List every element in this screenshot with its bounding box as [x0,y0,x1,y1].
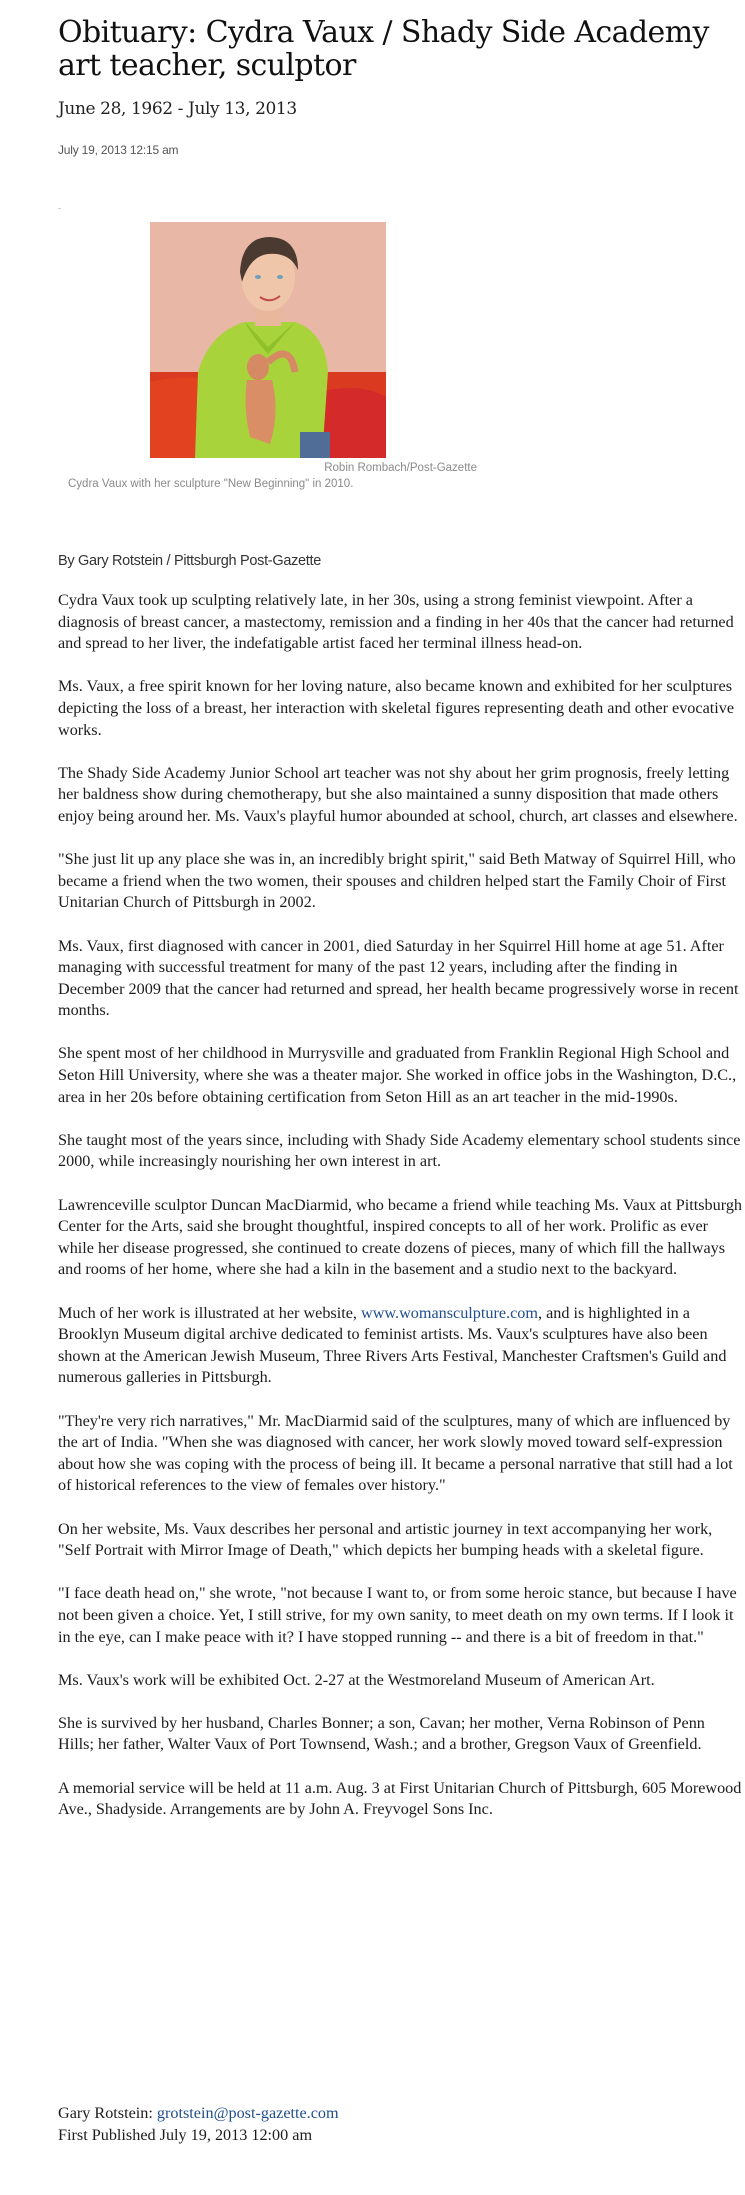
paragraph: Lawrenceville sculptor Duncan MacDiarmid, who became a friend while teaching Ms. Vaux at Pittsburgh Center for the Arts, said she brought thoughtful, inspired concepts to all of her work. Prolific as ever while her disease progressed, she continued to create dozens of pieces, many of which fill the hallways and rooms of her home, where she had a kiln in the basement and a studio next to the backyard. [58,1195,743,1279]
paragraph: The Shady Side Academy Junior School art teacher was not shy about her grim prognosis, freely letting her baldness show during chemotherapy, but she also maintained a sunny disposition that made others enjoy being around her. Ms. Vaux's playful humor abounded at school, church, art classes and elsewhere. [58,763,738,825]
decorative-dot [58,208,61,209]
author-label: Gary Rotstein: [58,2104,157,2122]
byline: By Gary Rotstein / Pittsburgh Post-Gazette [58,553,322,569]
photo-credit: Robin Rombach/Post-Gazette [324,462,477,474]
article-footer [58,2103,339,2146]
paragraph: Cydra Vaux took up sculpting relatively late, in her 30s, using a strong feminist viewpoint. After a diagnosis of breast cancer, a mastectomy, remission and a finding in her 40s that the cancer had returned and spread to her liver, the indefatigable artist faced her terminal illness head-on. [58,591,734,653]
paragraph: Ms. Vaux's work will be exhibited Oct. 2-27 at the Westmoreland Museum of American Art. [58,1670,655,1689]
portrait-image [150,222,386,458]
publish-timestamp: July 19, 2013 12:15 am [58,143,179,157]
paragraph-text: Much of her work is illustrated at her website, [58,1303,361,1322]
article [58,0,743,2144]
author-email-link[interactable]: grotstein@post-gazette.com [156,2104,339,2122]
paragraph: "I face death head on," she wrote, "not because I want to, or from some heroic stance, but because I have not been given a choice. Yet, I still strive, for my own sanity, to meet death on my own terms. If I look it in the eye, can I make peace with it? I have stopped running -- and there is a bit of freedom in that." [58,1584,737,1646]
paragraph: On her website, Ms. Vaux describes her personal and artistic journey in text accompanying her work, "Self Portrait with Mirror Image of Death," which depicts her bumping heads with a skeletal figure. [58,1519,713,1560]
life-dates: June 28, 1962 - July 13, 2013 [58,99,297,119]
author-contact [58,2103,339,2125]
article-body [58,590,743,1842]
paragraph: She is survived by her husband, Charles Bonner; a son, Cavan; her mother, Verna Robinson of Penn Hills; her father, Walter Vaux of Port Townsend, Wash.; and a brother, Gregson Vaux of Greenfield. [58,1713,705,1754]
website-link[interactable]: www.womansculpture.com [361,1303,538,1322]
article-photo[interactable] [150,222,386,458]
paragraph: Ms. Vaux, first diagnosed with cancer in 2001, died Saturday in her Squirrel Hill home at age 51. After managing with successful treatment for many of the past 12 years, including after the finding in December 2009 that the cancer had returned and spread, her health became progressively worse in recent months. [58,936,739,1020]
paragraph-website [58,1303,743,1389]
paragraph: She spent most of her childhood in Murrysville and graduated from Franklin Regional High School and Seton Hill University, where she was a theater major. She worked in office jobs in the Washington, D.C., area in her 20s before obtaining certification from Seton Hill as an art teacher in the mid-1990s. [58,1044,737,1106]
photo-caption: Cydra Vaux with her sculpture "New Beginning" in 2010. [68,478,354,490]
paragraph: Ms. Vaux, a free spirit known for her loving nature, also became known and exhibited for her sculptures depicting the loss of a breast, her interaction with skeletal figures representing death and other evocative works. [58,677,735,739]
first-published: First Published July 19, 2013 12:00 am [58,2125,313,2144]
paragraph: She taught most of the years since, including with Shady Side Academy elementary school students since 2000, while increasingly nourishing her own interest in art. [58,1130,741,1171]
paragraph: "She just lit up any place she was in, an incredibly bright spirit," said Beth Matway of Squirrel Hill, who became a friend when the two women, their spouses and children helped start the Family Choir of First Unitarian Church of Pittsburgh in 2002. [58,850,736,912]
paragraph: A memorial service will be held at 11 a.m. Aug. 3 at First Unitarian Church of Pittsburgh, 605 Morewood Ave., Shadyside. Arrangements are by John A. Freyvogel Sons Inc. [58,1778,742,1819]
paragraph-text: , and is highlighted in a Brooklyn Museum digital archive dedicated to feminist artists. Ms. Vaux's sculptures have also been shown at the American Jewish Museum, Three Rivers Arts Festival, Manchester Craftsmen's Guild and numerous galleries in Pittsburgh. [58,1303,727,1387]
article-title: Obituary: Cydra Vaux / Shady Side Academy art teacher, sculptor [58,15,709,83]
paragraph: "They're very rich narratives," Mr. MacDiarmid said of the sculptures, many of which are influenced by the art of India. "When she was diagnosed with cancer, her work slowly moved toward self-expression about how she was coping with the process of being ill. It became a personal narrative that still had a lot of historical references to the view of females over history." [58,1411,733,1495]
